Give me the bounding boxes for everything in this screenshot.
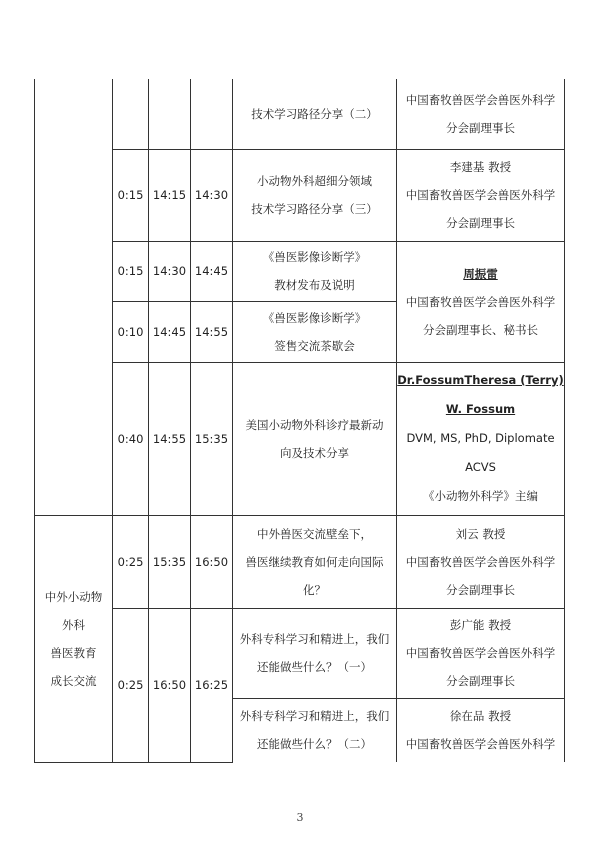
table-row — [35, 608, 565, 698]
topic-cell: 《兽医影像诊断学》 签售交流茶歇会 — [233, 301, 397, 362]
speaker-cell-fossum: Dr.FossumTheresa (Terry) W. Fossum DVM, MS, PhD, Diplomate ACVS 《小动物外科学》主编 — [397, 362, 565, 515]
topic-cell: 《兽医影像诊断学》 教材发布及说明 — [233, 241, 397, 301]
duration-cell: 0:15 — [113, 241, 149, 301]
start-cell: 14:15 — [149, 149, 191, 241]
topic-cell: 技术学习路径分享（二） — [233, 79, 397, 149]
session-cell: 中外小动物 外科 兽医教育 成长交流 — [35, 515, 113, 762]
end-cell: 14:45 — [191, 241, 233, 301]
duration-cell: 0:25 — [113, 515, 149, 608]
page-number: 3 — [296, 811, 304, 824]
end-cell: 14:55 — [191, 301, 233, 362]
start-cell: 15:35 — [149, 515, 191, 608]
start-cell: 14:30 — [149, 241, 191, 301]
topic-cell: 小动物外科超细分领域 技术学习路径分享（三） — [233, 149, 397, 241]
duration-cell: 0:10 — [113, 301, 149, 362]
speaker-name: 周振雷 — [463, 266, 498, 281]
topic-cell: 外科专科学习和精进上，我们 还能做些什么？（二） — [233, 698, 397, 762]
speaker-name: Dr.FossumTheresa (Terry) — [397, 373, 564, 387]
end-cell: 16:50 — [191, 515, 233, 608]
duration-cell: 0:25 — [113, 608, 149, 762]
end-cell: 15:35 — [191, 362, 233, 515]
session-cell-upper — [35, 79, 113, 515]
table-row — [35, 149, 565, 241]
speaker-cell: 刘云 教授 中国畜牧兽医学会兽医外科学 分会副理事长 — [397, 515, 565, 608]
duration-cell — [113, 79, 149, 149]
speaker-cell: 彭广能 教授 中国畜牧兽医学会兽医外科学 分会副理事长 — [397, 608, 565, 698]
start-cell: 16:50 — [149, 608, 191, 762]
speaker-cell-zhou: 周振雷 中国畜牧兽医学会兽医外科学 分会副理事长、秘书长 — [397, 241, 565, 362]
end-cell: 16:25 — [191, 608, 233, 762]
table-row — [35, 515, 565, 608]
start-cell: 14:45 — [149, 301, 191, 362]
duration-cell: 0:15 — [113, 149, 149, 241]
end-cell — [191, 79, 233, 149]
table-row — [35, 79, 565, 149]
start-cell: 14:55 — [149, 362, 191, 515]
topic-cell: 中外兽医交流壁垒下， 兽医继续教育如何走向国际 化？ — [233, 515, 397, 608]
start-cell — [149, 79, 191, 149]
topic-cell: 美国小动物外科诊疗最新动 向及技术分享 — [233, 362, 397, 515]
topic-cell: 外科专科学习和精进上，我们 还能做些什么？（一） — [233, 608, 397, 698]
table-row — [35, 362, 565, 515]
end-cell: 14:30 — [191, 149, 233, 241]
table-row — [35, 241, 565, 301]
speaker-cell: 李建基 教授 中国畜牧兽医学会兽医外科学 分会副理事长 — [397, 149, 565, 241]
speaker-cell: 中国畜牧兽医学会兽医外科学 分会副理事长 — [397, 79, 565, 149]
schedule-table — [34, 79, 565, 763]
duration-cell: 0:40 — [113, 362, 149, 515]
speaker-name-cont: W. Fossum — [445, 402, 516, 416]
speaker-cell: 徐在品 教授 中国畜牧兽医学会兽医外科学 — [397, 698, 565, 762]
